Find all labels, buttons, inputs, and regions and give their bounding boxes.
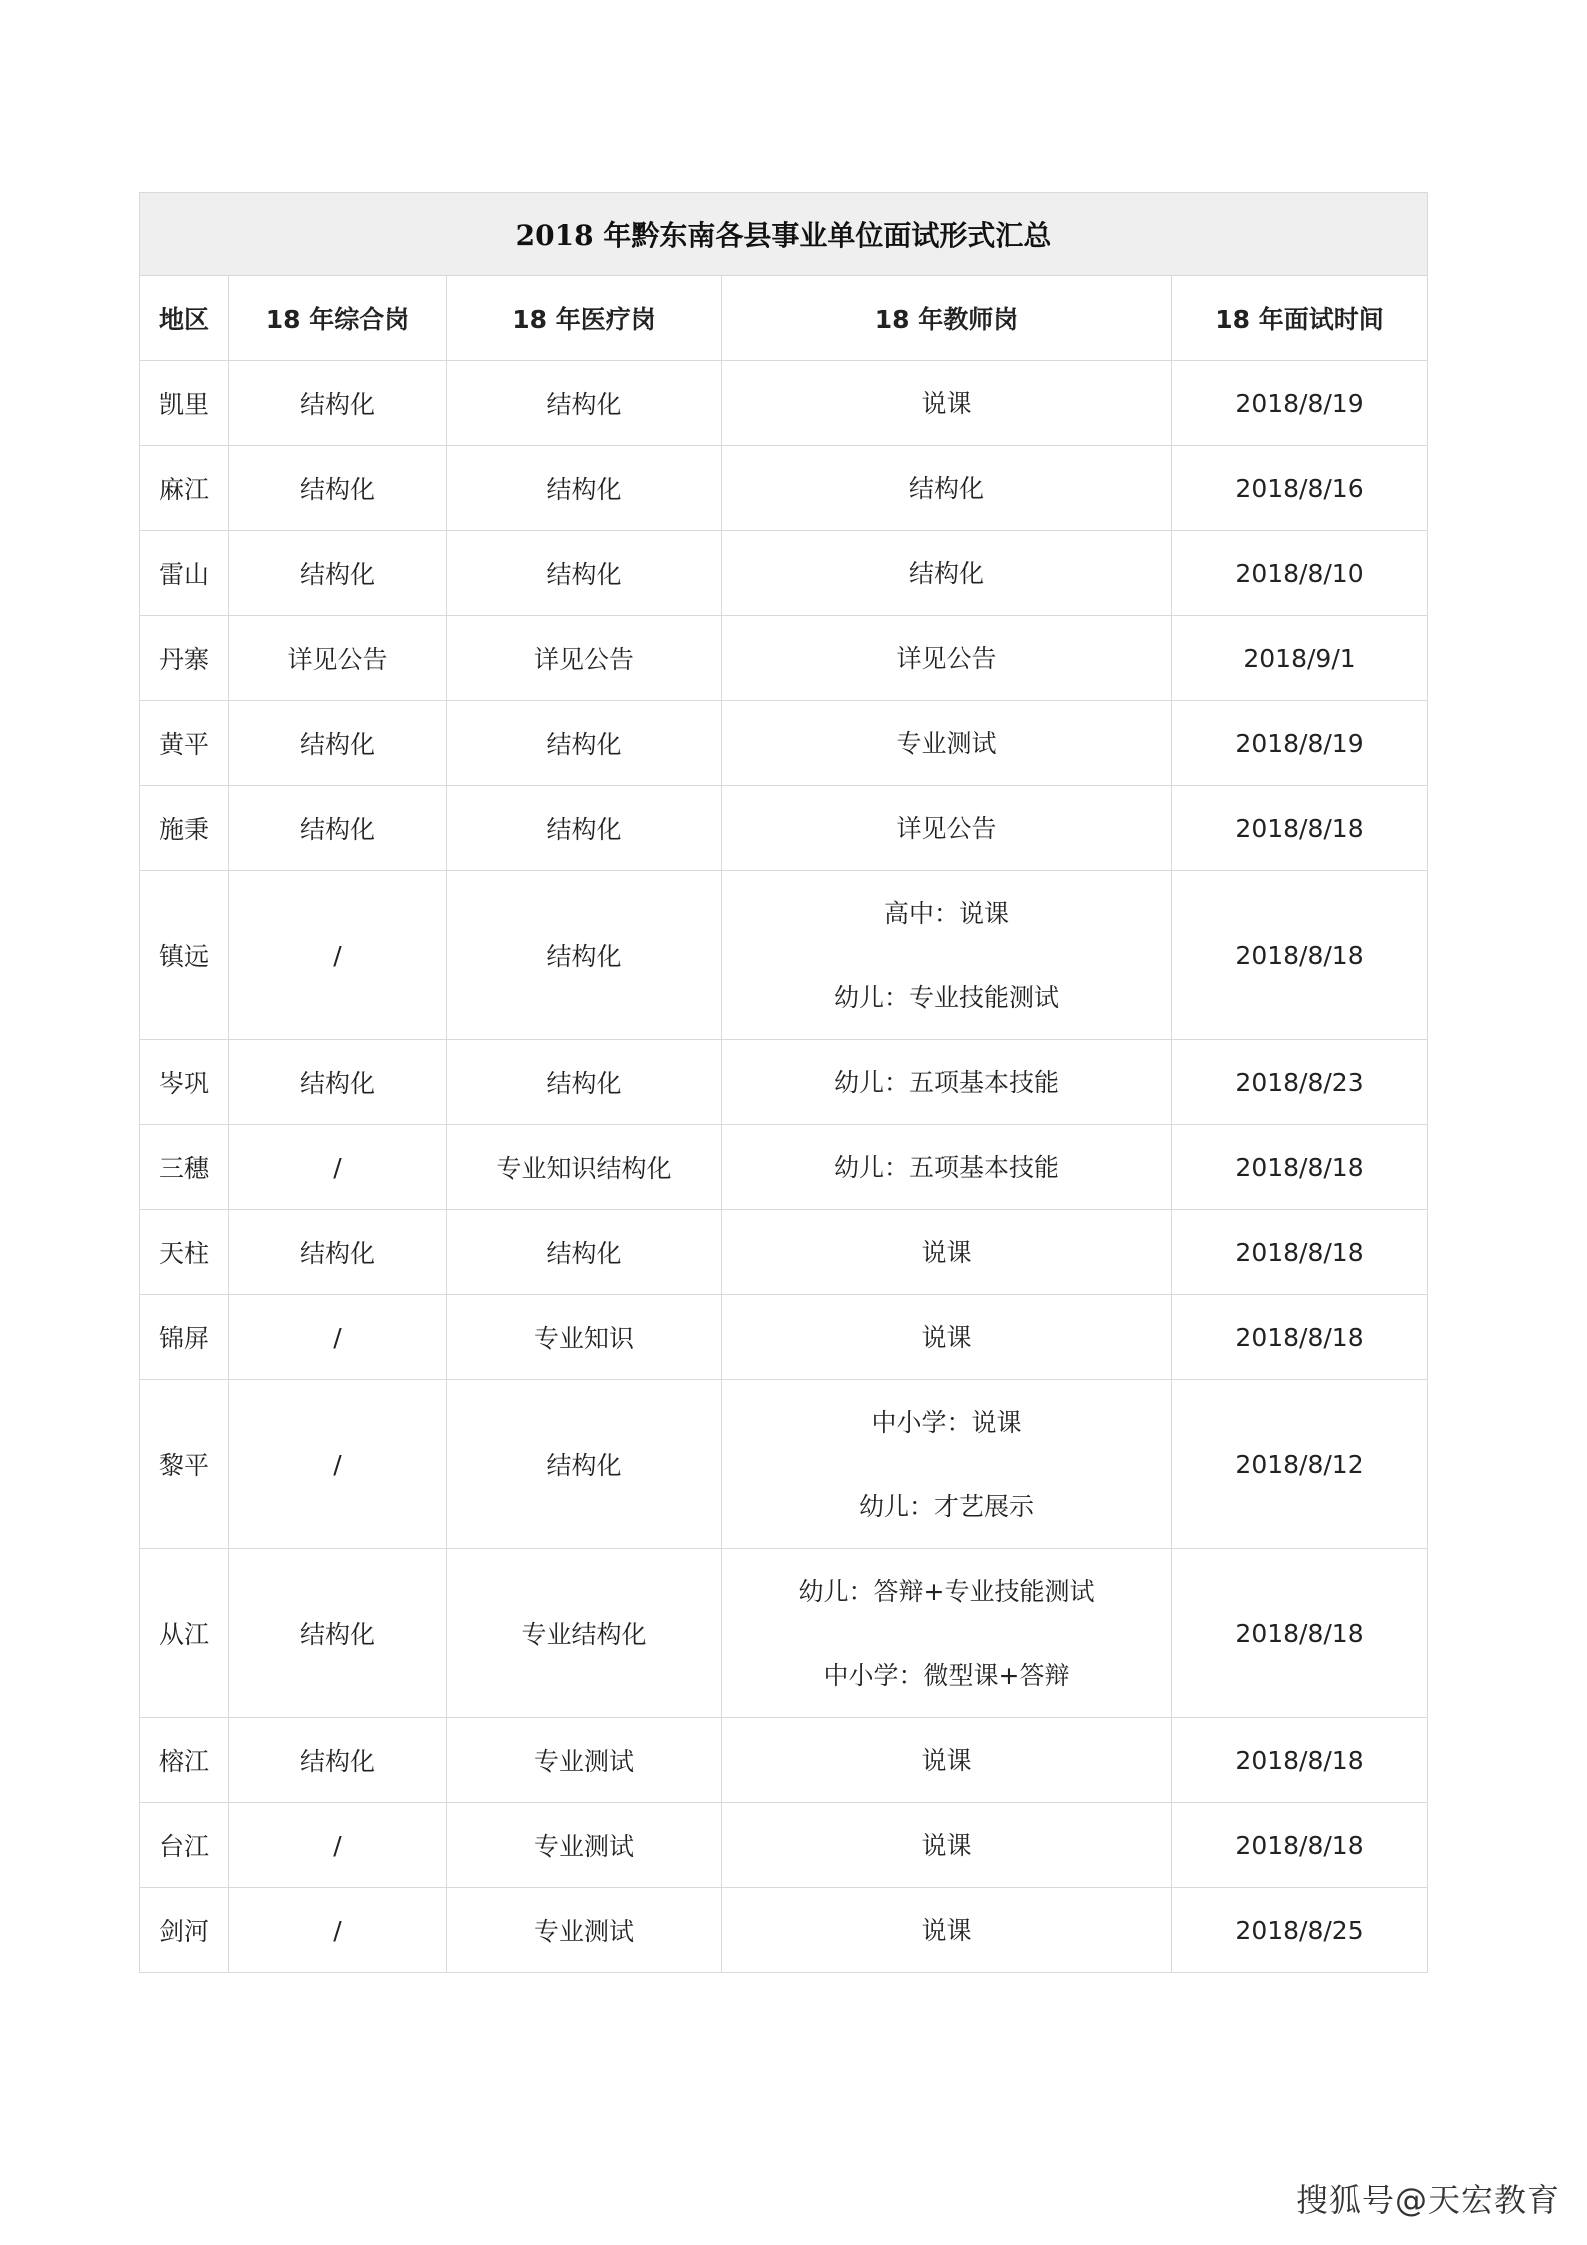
interview-date-cell: 2018/8/10 bbox=[1172, 531, 1428, 616]
teacher-post-cell bbox=[722, 701, 1172, 786]
teacher-post-line: 幼儿：答辩+专业技能测试 bbox=[798, 1576, 1095, 1606]
interview-date-cell: 2018/8/12 bbox=[1172, 1380, 1428, 1549]
watermark: 搜狐号@天宏教育 bbox=[1295, 2181, 1560, 2219]
interview-date-cell: 2018/8/18 bbox=[1172, 1549, 1428, 1718]
column-header-teacher-post: 18 年教师岗 bbox=[722, 276, 1172, 361]
region-cell: 天柱 bbox=[140, 1210, 229, 1295]
general-post-cell: 结构化 bbox=[229, 701, 447, 786]
table-row bbox=[140, 1295, 1428, 1380]
interview-date-cell: 2018/8/25 bbox=[1172, 1888, 1428, 1973]
teacher-post-cell bbox=[722, 446, 1172, 531]
interview-date-cell: 2018/8/16 bbox=[1172, 446, 1428, 531]
interview-date-cell: 2018/8/18 bbox=[1172, 1295, 1428, 1380]
general-post-cell: / bbox=[229, 1125, 447, 1210]
medical-post-cell: 结构化 bbox=[447, 446, 722, 531]
header-row bbox=[140, 276, 1428, 361]
medical-post-cell: 结构化 bbox=[447, 1040, 722, 1125]
teacher-post-cell bbox=[722, 1210, 1172, 1295]
teacher-post-line: 说课 bbox=[921, 1915, 972, 1945]
teacher-post-line: 说课 bbox=[921, 1745, 972, 1775]
medical-post-cell: 结构化 bbox=[447, 361, 722, 446]
region-cell: 雷山 bbox=[140, 531, 229, 616]
general-post-cell: 详见公告 bbox=[229, 616, 447, 701]
medical-post-cell: 专业知识 bbox=[447, 1295, 722, 1380]
teacher-post-line: 说课 bbox=[921, 388, 972, 418]
table-row bbox=[140, 1718, 1428, 1803]
table-row bbox=[140, 361, 1428, 446]
table-row bbox=[140, 1040, 1428, 1125]
interview-date-cell: 2018/8/18 bbox=[1172, 786, 1428, 871]
medical-post-cell: 详见公告 bbox=[447, 616, 722, 701]
teacher-post-cell bbox=[722, 786, 1172, 871]
medical-post-cell: 专业测试 bbox=[447, 1888, 722, 1973]
medical-post-cell: 专业测试 bbox=[447, 1803, 722, 1888]
general-post-cell: 结构化 bbox=[229, 531, 447, 616]
column-header-interview-date: 18 年面试时间 bbox=[1172, 276, 1428, 361]
teacher-post-line: 中小学：微型课+答辩 bbox=[823, 1660, 1070, 1690]
teacher-post-line: 详见公告 bbox=[896, 643, 997, 673]
teacher-post-cell bbox=[722, 1803, 1172, 1888]
teacher-post-line: 说课 bbox=[921, 1830, 972, 1860]
table-row bbox=[140, 786, 1428, 871]
table-row bbox=[140, 1380, 1428, 1549]
region-cell: 施秉 bbox=[140, 786, 229, 871]
medical-post-cell: 专业知识结构化 bbox=[447, 1125, 722, 1210]
region-cell: 丹寨 bbox=[140, 616, 229, 701]
region-cell: 三穗 bbox=[140, 1125, 229, 1210]
table-body bbox=[140, 361, 1428, 1973]
table-row bbox=[140, 1549, 1428, 1718]
general-post-cell: / bbox=[229, 1295, 447, 1380]
table-row bbox=[140, 531, 1428, 616]
region-cell: 剑河 bbox=[140, 1888, 229, 1973]
teacher-post-cell bbox=[722, 1295, 1172, 1380]
table-row bbox=[140, 871, 1428, 1040]
teacher-post-cell bbox=[722, 1718, 1172, 1803]
interview-date-cell: 2018/8/23 bbox=[1172, 1040, 1428, 1125]
medical-post-cell: 结构化 bbox=[447, 871, 722, 1040]
teacher-post-cell bbox=[722, 361, 1172, 446]
teacher-post-line: 结构化 bbox=[908, 558, 984, 588]
general-post-cell: 结构化 bbox=[229, 1210, 447, 1295]
teacher-post-line: 结构化 bbox=[908, 473, 984, 503]
table-row bbox=[140, 1888, 1428, 1973]
teacher-post-cell bbox=[722, 1125, 1172, 1210]
table-row bbox=[140, 1210, 1428, 1295]
teacher-post-cell bbox=[722, 1040, 1172, 1125]
teacher-post-cell bbox=[722, 1888, 1172, 1973]
teacher-post-line: 幼儿：五项基本技能 bbox=[833, 1067, 1059, 1097]
region-cell: 黎平 bbox=[140, 1380, 229, 1549]
column-header-region: 地区 bbox=[140, 276, 229, 361]
interview-date-cell: 2018/8/18 bbox=[1172, 1210, 1428, 1295]
general-post-cell: / bbox=[229, 1888, 447, 1973]
interview-format-table bbox=[139, 192, 1428, 1973]
region-cell: 岑巩 bbox=[140, 1040, 229, 1125]
general-post-cell: 结构化 bbox=[229, 446, 447, 531]
table-row bbox=[140, 1803, 1428, 1888]
teacher-post-cell bbox=[722, 531, 1172, 616]
title-row bbox=[140, 193, 1428, 276]
region-cell: 从江 bbox=[140, 1549, 229, 1718]
general-post-cell: 结构化 bbox=[229, 361, 447, 446]
table-row bbox=[140, 446, 1428, 531]
general-post-cell: / bbox=[229, 1380, 447, 1549]
region-cell: 榕江 bbox=[140, 1718, 229, 1803]
general-post-cell: 结构化 bbox=[229, 1040, 447, 1125]
medical-post-cell: 结构化 bbox=[447, 701, 722, 786]
interview-date-cell: 2018/8/19 bbox=[1172, 361, 1428, 446]
region-cell: 凯里 bbox=[140, 361, 229, 446]
teacher-post-cell bbox=[722, 616, 1172, 701]
teacher-post-cell bbox=[722, 1380, 1172, 1549]
teacher-post-cell bbox=[722, 1549, 1172, 1718]
interview-date-cell: 2018/8/18 bbox=[1172, 1125, 1428, 1210]
general-post-cell: 结构化 bbox=[229, 1718, 447, 1803]
teacher-post-line: 幼儿：专业技能测试 bbox=[833, 982, 1059, 1012]
general-post-cell: / bbox=[229, 1803, 447, 1888]
teacher-post-line: 说课 bbox=[921, 1322, 972, 1352]
region-cell: 锦屏 bbox=[140, 1295, 229, 1380]
teacher-post-cell bbox=[722, 871, 1172, 1040]
region-cell: 镇远 bbox=[140, 871, 229, 1040]
medical-post-cell: 结构化 bbox=[447, 1210, 722, 1295]
teacher-post-line: 幼儿：五项基本技能 bbox=[833, 1152, 1059, 1182]
teacher-post-line: 专业测试 bbox=[896, 728, 997, 758]
table-row bbox=[140, 616, 1428, 701]
medical-post-cell: 专业结构化 bbox=[447, 1549, 722, 1718]
region-cell: 麻江 bbox=[140, 446, 229, 531]
teacher-post-line: 幼儿：才艺展示 bbox=[858, 1491, 1034, 1521]
column-header-general-post: 18 年综合岗 bbox=[229, 276, 447, 361]
table-row bbox=[140, 1125, 1428, 1210]
medical-post-cell: 专业测试 bbox=[447, 1718, 722, 1803]
medical-post-cell: 结构化 bbox=[447, 531, 722, 616]
teacher-post-line: 高中：说课 bbox=[883, 898, 1009, 928]
interview-date-cell: 2018/8/18 bbox=[1172, 1803, 1428, 1888]
teacher-post-line: 中小学：说课 bbox=[871, 1407, 1022, 1437]
teacher-post-line: 说课 bbox=[921, 1237, 972, 1267]
interview-date-cell: 2018/8/18 bbox=[1172, 871, 1428, 1040]
table-row bbox=[140, 701, 1428, 786]
region-cell: 黄平 bbox=[140, 701, 229, 786]
interview-date-cell: 2018/9/1 bbox=[1172, 616, 1428, 701]
medical-post-cell: 结构化 bbox=[447, 786, 722, 871]
interview-date-cell: 2018/8/19 bbox=[1172, 701, 1428, 786]
general-post-cell: / bbox=[229, 871, 447, 1040]
general-post-cell: 结构化 bbox=[229, 1549, 447, 1718]
region-cell: 台江 bbox=[140, 1803, 229, 1888]
table-title: 2018 年黔东南各县事业单位面试形式汇总 bbox=[140, 193, 1428, 276]
interview-date-cell: 2018/8/18 bbox=[1172, 1718, 1428, 1803]
medical-post-cell: 结构化 bbox=[447, 1380, 722, 1549]
column-header-medical-post: 18 年医疗岗 bbox=[447, 276, 722, 361]
teacher-post-line: 详见公告 bbox=[896, 813, 997, 843]
general-post-cell: 结构化 bbox=[229, 786, 447, 871]
